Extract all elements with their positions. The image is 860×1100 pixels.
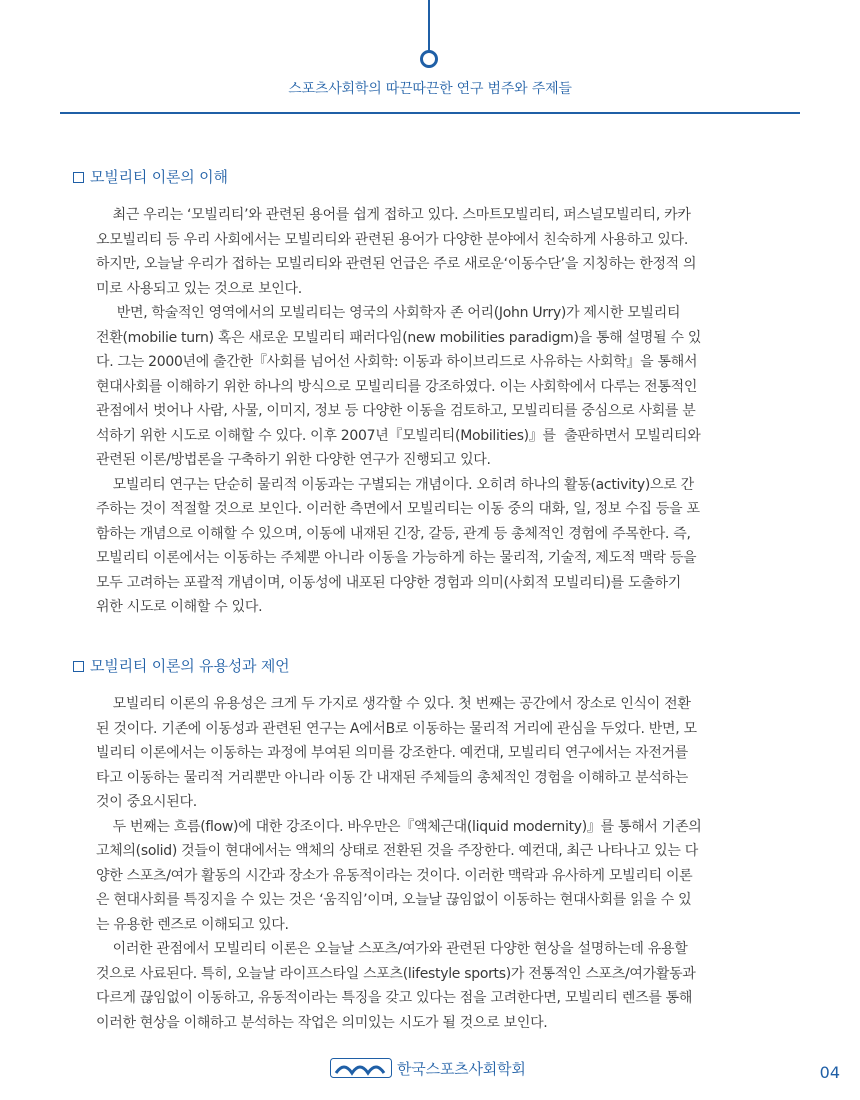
body-text-line: 빌리티 이론에서는 이동하는 과정에 부여된 의미를 강조한다. 예컨대, 모빌리티 연구에서는 자전거를 bbox=[96, 745, 688, 761]
body-text-line: 최근 우리는 ‘모빌리티’와 관련된 용어를 쉽게 접하고 있다. 스마트모빌리티, 퍼스널모빌리티, 카카 bbox=[96, 207, 691, 223]
body-text-line: 것으로 사료된다. 특히, 오늘날 라이프스타일 스포츠(lifestyle sports)가 전통적인 스포츠/여가활동과 bbox=[96, 965, 696, 982]
body-text-line: 두 번째는 흐름(flow)에 대한 강조이다. 바우만은『액체근대(liquid modernity)』를 통해서 기존의 bbox=[96, 818, 702, 835]
page-number: 04 bbox=[819, 1063, 840, 1082]
body-text-line: 모두 고려하는 포괄적 개념이며, 이동성에 내포된 다양한 경험과 의미(사회적 모빌리티)를 도출하기 bbox=[96, 574, 681, 591]
section-heading-understanding bbox=[73, 166, 228, 187]
body-text-line: 다. 그는 2000년에 출간한『사회를 넘어선 사회학: 이동과 하이브리드로 사유하는 사회학』을 통해서 bbox=[96, 354, 698, 370]
header-divider bbox=[60, 112, 800, 114]
page-header-title: 스포츠사회학의 따끈따끈한 연구 범주와 주제들 bbox=[288, 81, 572, 97]
section-body-understanding bbox=[96, 203, 772, 620]
body-text-line: 하지만, 오늘날 우리가 접하는 모빌리티와 관련된 언급은 주로 새로운‘이동수단’을 지칭하는 한정적 의 bbox=[96, 256, 697, 272]
body-text-line: 모빌리티 연구는 단순히 물리적 이동과는 구별되는 개념이다. 오히려 하나의 활동(activity)으로 간 bbox=[96, 476, 694, 493]
body-text-line: 은 현대사회를 특징지을 수 있는 것은 ‘움직임’이며, 오늘날 끊임없이 이동하는 현대사회를 읽을 수 있 bbox=[96, 892, 692, 908]
body-text-line: 이러한 현상을 이해하고 분석하는 작업은 의미있는 시도가 될 것으로 보인다. bbox=[96, 1014, 548, 1031]
header-connector-line bbox=[428, 0, 430, 52]
body-text-line: 관점에서 벗어나 사람, 사물, 이미지, 정보 등 다양한 이동을 검토하고, 모빌리티를 중심으로 사회를 분 bbox=[96, 403, 696, 419]
section-heading-usefulness bbox=[73, 655, 289, 676]
section-heading-label: 모빌리티 이론의 이해 bbox=[90, 168, 228, 186]
checkbox-square-icon bbox=[73, 172, 84, 183]
body-text-line: 함하는 개념으로 이해할 수 있으며, 이동에 내재된 긴장, 갈등, 관계 등 총체적인 경험에 주목한다. 즉, bbox=[96, 525, 691, 542]
header-circle-marker bbox=[420, 50, 438, 68]
body-text-line: 미로 사용되고 있는 것으로 보인다. bbox=[96, 280, 302, 297]
section-body-usefulness bbox=[96, 692, 772, 1035]
ksss-logo-icon bbox=[330, 1058, 392, 1078]
body-text-line: 타고 이동하는 물리적 거리뿐만 아니라 이동 간 내재된 주체들의 총체적인 경험을 이해하고 분석하는 bbox=[96, 769, 688, 786]
body-text-line: 것이 중요시된다. bbox=[96, 794, 197, 810]
body-text-line: 오모빌리티 등 우리 사회에서는 모빌리티와 관련된 용어가 다양한 분야에서 친숙하게 사용하고 있다. bbox=[96, 231, 688, 248]
body-text-line: 위한 시도로 이해할 수 있다. bbox=[96, 599, 263, 615]
body-text-line: 관련된 이론/방법론을 구축하기 위한 다양한 연구가 진행되고 있다. bbox=[96, 452, 491, 468]
body-text-line: 이러한 관점에서 모빌리티 이론은 오늘날 스포츠/여가와 관련된 다양한 현상을 설명하는데 유용할 bbox=[96, 941, 688, 957]
footer-organization-name: 한국스포츠사회학회 bbox=[397, 1060, 526, 1078]
body-text-line: 석하기 위한 시도로 이해할 수 있다. 이후 2007년『모빌리티(Mobilities)』를 출판하면서 모빌리티와 bbox=[96, 427, 701, 444]
body-text-line: 고체의(solid) 것들이 현대에서는 액체의 상태로 전환된 것을 주장한다. 예컨대, 최근 나타나고 있는 다 bbox=[96, 843, 698, 859]
checkbox-square-icon bbox=[73, 661, 84, 672]
body-text-line: 전환(mobilie turn) 혹은 새로운 모빌리티 패러다임(new mobilities paradigm)을 통해 설명될 수 있 bbox=[96, 329, 702, 346]
body-text-line: 양한 스포츠/여가 활동의 시간과 장소가 유동적이라는 것이다. 이러한 맥락과 유사하게 모빌리티 이론 bbox=[96, 867, 693, 884]
body-text-line: 현대사회를 이해하기 위한 하나의 방식으로 모빌리티를 강조하였다. 이는 사회학에서 다루는 전통적인 bbox=[96, 378, 698, 395]
body-text-line: 된 것이다. 기존에 이동성과 관련된 연구는 A에서B로 이동하는 물리적 거리에 관심을 두었다. 반면, 모 bbox=[96, 720, 697, 737]
body-text-line: 주하는 것이 적절할 것으로 보인다. 이러한 측면에서 모빌리티는 이동 중의 대화, 일, 정보 수집 등을 포 bbox=[96, 501, 700, 517]
section-heading-label: 모빌리티 이론의 유용성과 제언 bbox=[90, 657, 290, 675]
body-text-line: 모빌리티 이론에서는 이동하는 주체뿐 아니라 이동을 가능하게 하는 물리적, 기술적, 제도적 맥락 등을 bbox=[96, 550, 697, 566]
body-text-line: 반면, 학술적인 영역에서의 모빌리티는 영국의 사회학자 존 어리(John Urry)가 제시한 모빌리티 bbox=[96, 305, 681, 321]
body-text-line: 다르게 끊임없이 이동하고, 유동적이라는 특징을 갖고 있다는 점을 고려한다면, 모빌리티 렌즈를 통해 bbox=[96, 990, 693, 1006]
body-text-line: 모빌리티 이론의 유용성은 크게 두 가지로 생각할 수 있다. 첫 번째는 공간에서 장소로 인식이 전환 bbox=[96, 696, 691, 712]
body-text-line: 는 유용한 렌즈로 이해되고 있다. bbox=[96, 916, 289, 933]
